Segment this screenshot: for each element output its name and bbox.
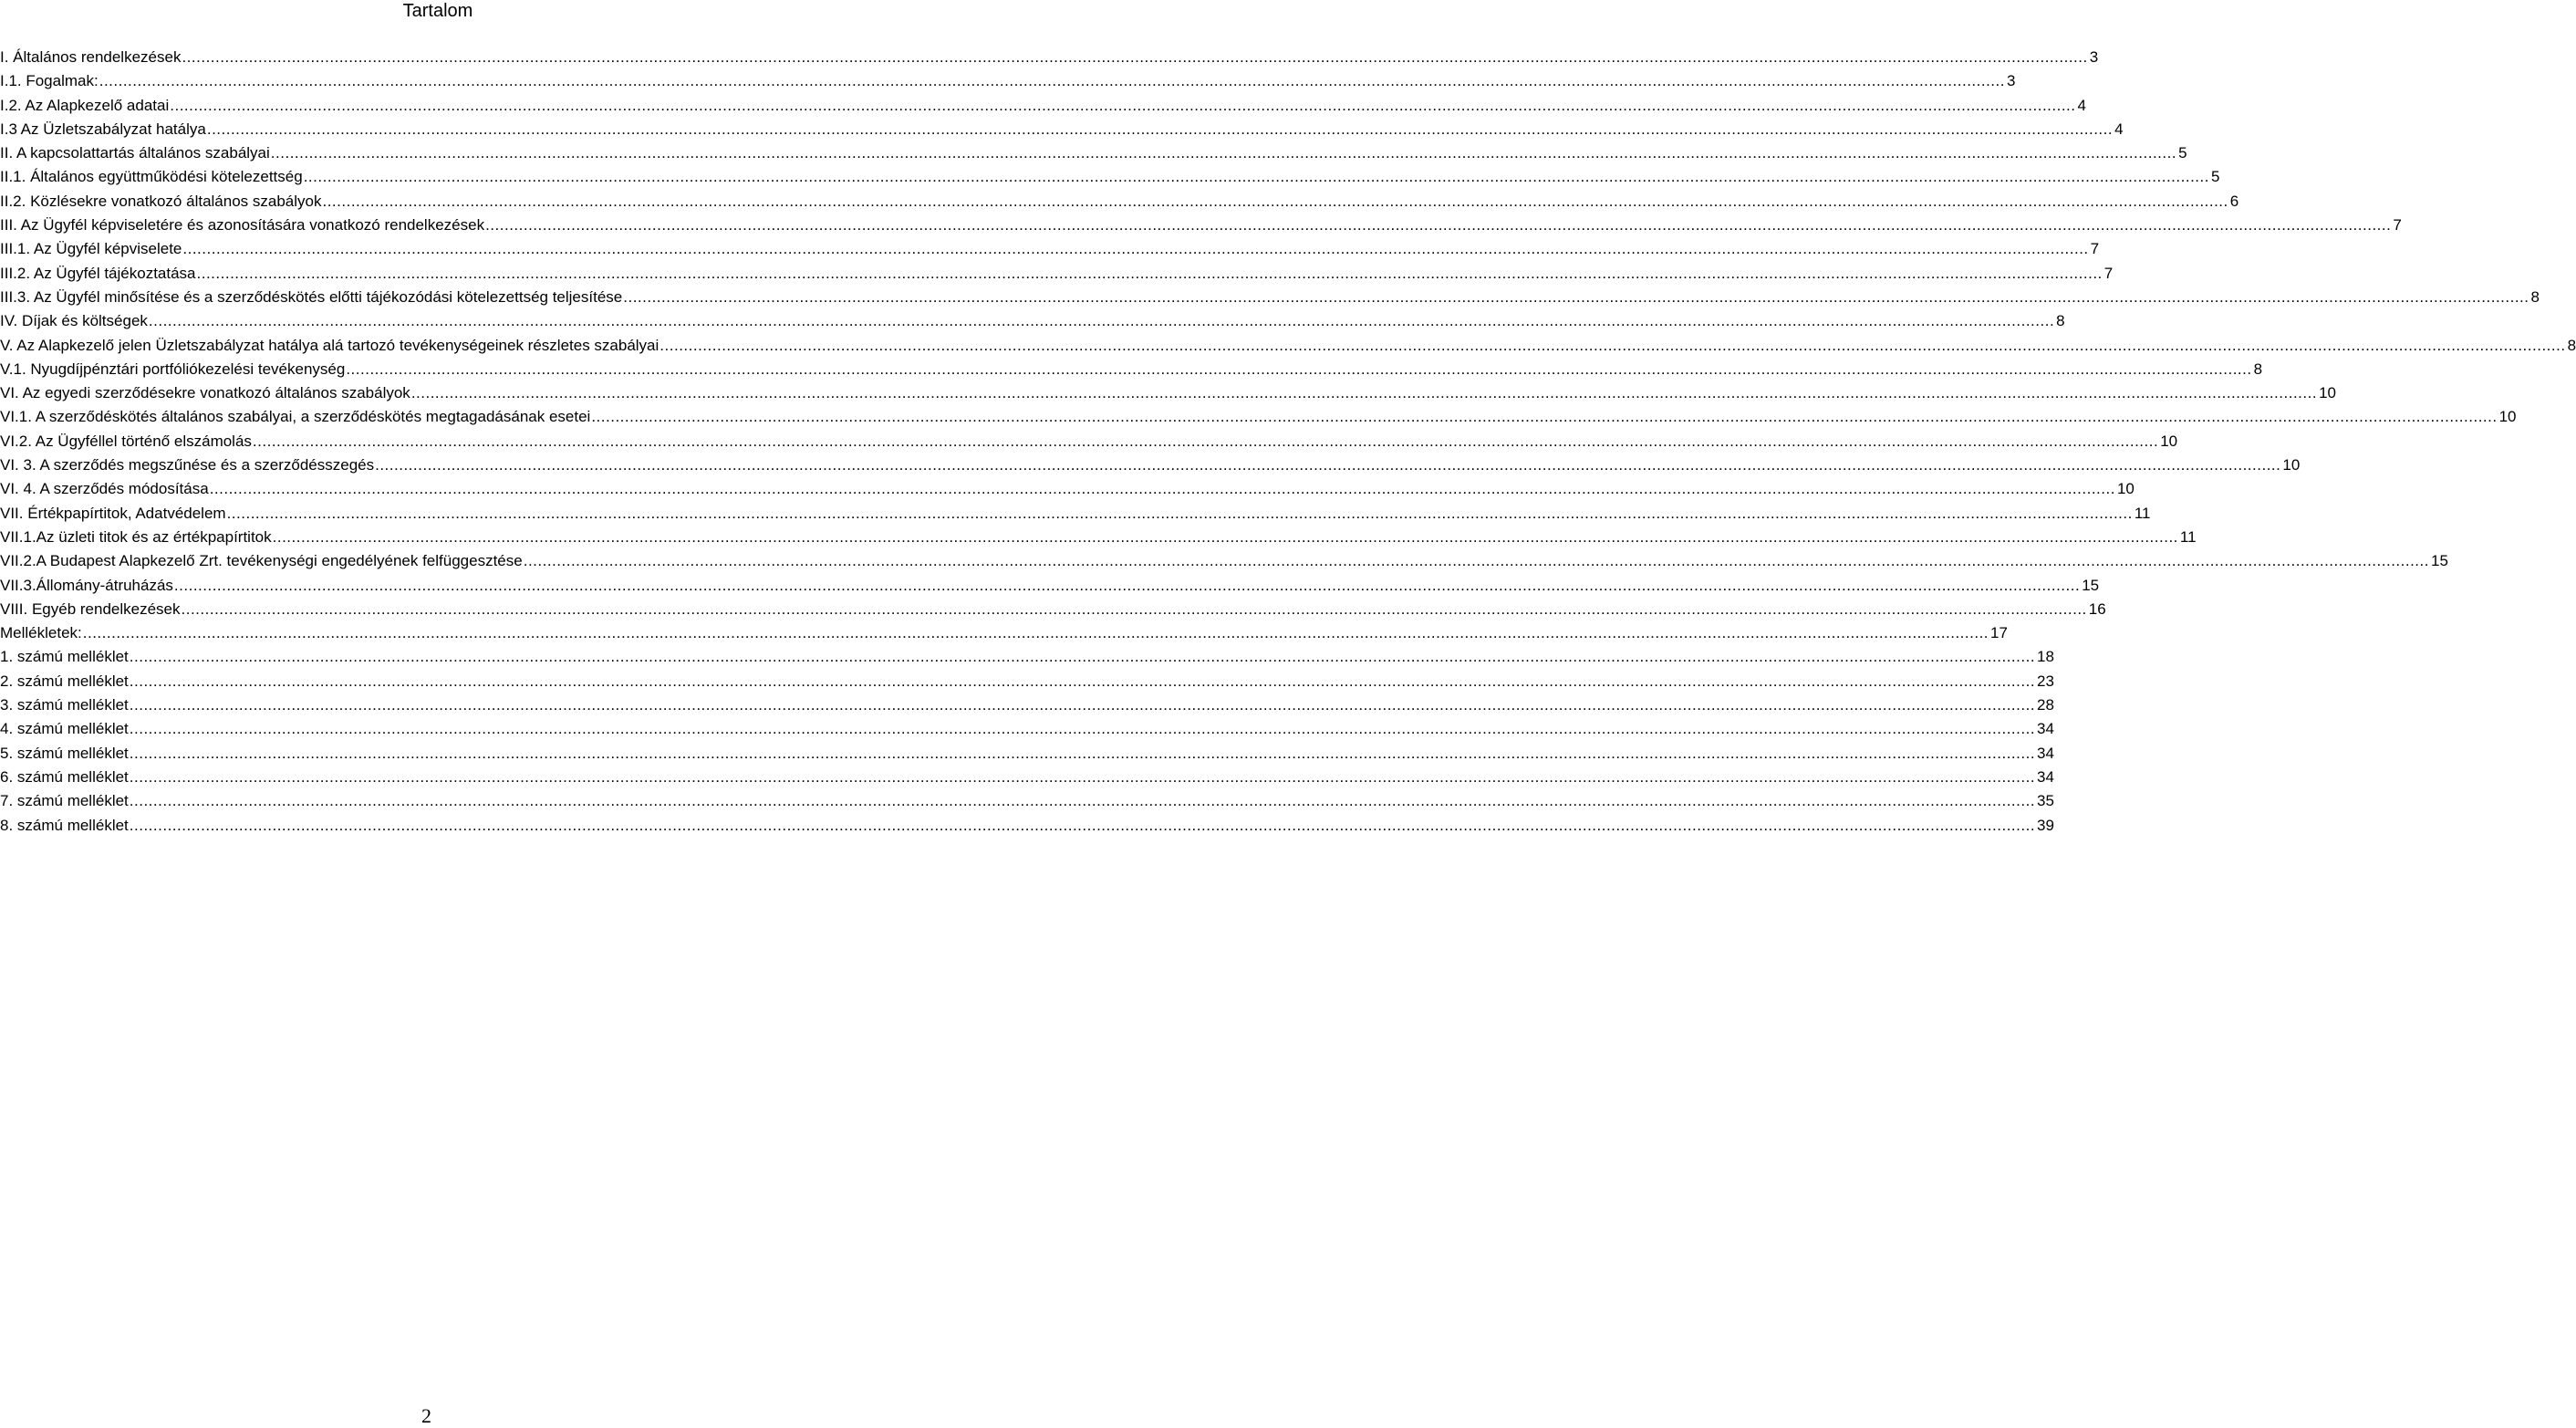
toc-entry-label[interactable]: 5. számú melléklet <box>0 744 129 762</box>
dot-leader: ................................................................................................................................................................................................................................................................................................................................................................................................................ <box>170 96 2076 114</box>
dot-leader: ................................................................................................................................................................................................................................................................................................................................................................................................................ <box>148 312 2055 330</box>
toc-entry-label[interactable]: III.2. Az Ügyfél tájékoztatása <box>0 264 196 282</box>
toc-entry-label[interactable]: 4. számú melléklet <box>0 720 129 738</box>
page-number: 2 <box>421 1404 431 1427</box>
toc-entry-label[interactable]: VI. Az egyedi szerződésekre vonatkozó általános szabályok <box>0 384 410 402</box>
toc-entry-page-number[interactable]: 34 <box>2037 744 2054 762</box>
dot-leader: ................................................................................................................................................................................................................................................................................................................................................................................................................ <box>252 432 2159 450</box>
toc-entry[interactable] <box>0 431 2178 454</box>
toc-entry-page-number[interactable]: 18 <box>2037 648 2054 666</box>
toc-entry-label[interactable]: 1. számú melléklet <box>0 648 129 666</box>
dot-leader: ................................................................................................................................................................................................................................................................................................................................................................................................................ <box>129 816 2036 834</box>
dot-leader: ................................................................................................................................................................................................................................................................................................................................................................................................................ <box>129 744 2036 762</box>
dot-leader: ................................................................................................................................................................................................................................................................................................................................................................................................................ <box>182 48 2088 66</box>
toc-entry-page-number[interactable]: 28 <box>2037 696 2054 714</box>
dot-leader: ................................................................................................................................................................................................................................................................................................................................................................................................................ <box>182 240 2089 258</box>
toc-entry[interactable] <box>0 359 2263 382</box>
toc-entry-label[interactable]: VI.2. Az Ügyféllel történő elszámolás <box>0 432 252 450</box>
toc-entry[interactable] <box>0 743 2054 766</box>
dot-leader: ................................................................................................................................................................................................................................................................................................................................................................................................................ <box>129 767 2036 786</box>
dot-leader: ................................................................................................................................................................................................................................................................................................................................................................................................................ <box>410 384 2318 402</box>
toc-entry[interactable] <box>0 95 2086 119</box>
dot-leader: ................................................................................................................................................................................................................................................................................................................................................................................................................ <box>129 792 2036 810</box>
dot-leader: ................................................................................................................................................................................................................................................................................................................................................................................................................ <box>226 504 2133 522</box>
toc-entry[interactable] <box>0 766 2054 790</box>
toc-entry-page-number[interactable]: 5 <box>2178 144 2187 162</box>
dot-leader: ................................................................................................................................................................................................................................................................................................................................................................................................................ <box>623 287 2529 306</box>
toc-entry-label[interactable]: II.1. Általános együttműködési kötelezettség <box>0 168 303 186</box>
toc-entry-page-number[interactable]: 3 <box>2006 72 2016 90</box>
dot-leader: ................................................................................................................................................................................................................................................................................................................................................................................................................ <box>181 599 2087 618</box>
toc-entry-page-number[interactable]: 7 <box>2103 264 2114 282</box>
toc-entry[interactable] <box>0 550 2448 574</box>
toc-entry-page-number[interactable]: 10 <box>2160 432 2178 450</box>
toc-entry[interactable] <box>0 503 2151 526</box>
toc-entry-page-number[interactable]: 17 <box>1990 624 2008 642</box>
toc-entry[interactable] <box>0 454 2301 478</box>
dot-leader: ................................................................................................................................................................................................................................................................................................................................................................................................................ <box>129 648 2036 666</box>
toc-entry-page-number[interactable]: 5 <box>2210 168 2220 186</box>
toc-entry[interactable] <box>0 694 2054 718</box>
dot-leader: ................................................................................................................................................................................................................................................................................................................................................................................................................ <box>99 72 2005 90</box>
toc-entry-label[interactable]: VIII. Egyéb rendelkezések <box>0 599 181 618</box>
toc-entry[interactable] <box>0 47 2099 70</box>
toc-entry-page-number[interactable]: 8 <box>2253 360 2263 378</box>
toc-entry-label[interactable]: VII.2.A Budapest Alapkezelő Zrt. tevékenységi engedélyének felfüggesztése <box>0 552 523 570</box>
dot-leader: ................................................................................................................................................................................................................................................................................................................................................................................................................ <box>322 192 2228 210</box>
toc-entry-page-number[interactable]: 8 <box>2056 312 2065 330</box>
table-of-contents <box>0 47 2576 839</box>
dot-leader: ................................................................................................................................................................................................................................................................................................................................................................................................................ <box>660 336 2566 354</box>
toc-entry-label[interactable]: VII.1.Az üzleti titok és az értékpapírtitok <box>0 527 272 546</box>
toc-entry-label[interactable]: 8. számú melléklet <box>0 816 129 834</box>
toc-entry[interactable] <box>0 335 2576 359</box>
toc-entry-page-number[interactable]: 7 <box>2090 240 2100 258</box>
toc-entry-page-number[interactable]: 6 <box>2229 192 2239 210</box>
dot-leader: ................................................................................................................................................................................................................................................................................................................................................................................................................ <box>375 456 2281 474</box>
toc-entry-page-number[interactable]: 10 <box>2498 408 2517 426</box>
toc-entry-label[interactable]: VI. 3. A szerződés megszűnése és a szerződésszegés <box>0 456 375 474</box>
toc-entry-label[interactable]: III.1. Az Ügyfél képviselete <box>0 240 182 258</box>
dot-leader: ................................................................................................................................................................................................................................................................................................................................................................................................................ <box>206 120 2114 138</box>
toc-entry-label[interactable]: 3. számú melléklet <box>0 696 129 714</box>
dot-leader: ................................................................................................................................................................................................................................................................................................................................................................................................................ <box>346 360 2252 378</box>
toc-entry[interactable] <box>0 526 2197 550</box>
toc-entry-page-number[interactable]: 34 <box>2037 720 2054 738</box>
toc-entry-label[interactable]: I.3 Az Üzletszabályzat hatálya <box>0 120 206 138</box>
toc-entry-label[interactable]: VI. 4. A szerződés módosítása <box>0 480 209 498</box>
toc-entry-label[interactable]: Mellékletek: <box>0 624 82 642</box>
toc-entry-label[interactable]: I.1. Fogalmak: <box>0 72 99 90</box>
dot-leader: ................................................................................................................................................................................................................................................................................................................................................................................................................ <box>82 624 1989 642</box>
toc-entry-label[interactable]: 6. számú melléklet <box>0 767 129 786</box>
dot-leader: ................................................................................................................................................................................................................................................................................................................................................................................................................ <box>523 552 2429 570</box>
toc-entry-label[interactable]: 2. számú melléklet <box>0 672 129 690</box>
toc-entry-page-number[interactable]: 16 <box>2088 599 2106 618</box>
toc-entry[interactable] <box>0 70 2016 94</box>
toc-entry-label[interactable]: V. Az Alapkezelő jelen Üzletszabályzat hatálya alá tartozó tevékenységeinek részletes szabályai <box>0 336 660 354</box>
toc-entry-label[interactable]: I. Általános rendelkezések <box>0 48 182 66</box>
toc-entry[interactable] <box>0 382 2336 406</box>
toc-entry-page-number[interactable]: 7 <box>2393 216 2402 235</box>
toc-entry-page-number[interactable]: 11 <box>2134 504 2151 522</box>
toc-entry[interactable] <box>0 310 2065 334</box>
toc-entry-page-number[interactable]: 8 <box>2530 287 2540 306</box>
toc-entry[interactable] <box>0 815 2054 839</box>
toc-entry-label[interactable]: IV. Díjak és költségek <box>0 312 148 330</box>
toc-title: Tartalom <box>402 1 473 21</box>
dot-leader: ................................................................................................................................................................................................................................................................................................................................................................................................................ <box>196 264 2103 282</box>
toc-entry[interactable] <box>0 646 2054 670</box>
toc-entry-page-number[interactable]: 10 <box>2282 456 2301 474</box>
dot-leader: ................................................................................................................................................................................................................................................................................................................................................................................................................ <box>485 216 2392 235</box>
toc-entry-page-number[interactable]: 3 <box>2089 48 2099 66</box>
toc-entry-page-number[interactable]: 15 <box>2430 552 2448 570</box>
toc-entry[interactable] <box>0 622 2008 646</box>
toc-entry[interactable] <box>0 263 2114 287</box>
toc-entry-page-number[interactable]: 15 <box>2082 576 2100 594</box>
toc-entry-label[interactable]: VI.1. A szerződéskötés általános szabályai, a szerződéskötés megtagadásának esetei <box>0 408 591 426</box>
toc-entry-page-number[interactable]: 10 <box>2319 384 2336 402</box>
toc-entry-page-number[interactable]: 35 <box>2037 792 2054 810</box>
toc-entry[interactable] <box>0 191 2239 214</box>
dot-leader: ................................................................................................................................................................................................................................................................................................................................................................................................................ <box>591 408 2498 426</box>
dot-leader: ................................................................................................................................................................................................................................................................................................................................................................................................................ <box>129 696 2036 714</box>
dot-leader: ................................................................................................................................................................................................................................................................................................................................................................................................................ <box>270 144 2177 162</box>
toc-entry[interactable] <box>0 790 2054 814</box>
toc-entry[interactable] <box>0 478 2135 502</box>
toc-entry-page-number[interactable]: 4 <box>2077 96 2086 114</box>
toc-entry[interactable] <box>0 119 2124 142</box>
toc-entry-label[interactable]: II. A kapcsolattartás általános szabályai <box>0 144 270 162</box>
toc-entry[interactable] <box>0 287 2540 310</box>
toc-entry-label[interactable]: 7. számú melléklet <box>0 792 129 810</box>
toc-entry-page-number[interactable]: 11 <box>2179 527 2197 546</box>
toc-entry-page-number[interactable]: 4 <box>2114 120 2124 138</box>
toc-entry[interactable] <box>0 166 2220 190</box>
toc-entry[interactable] <box>0 599 2106 622</box>
dot-leader: ................................................................................................................................................................................................................................................................................................................................................................................................................ <box>129 672 2036 690</box>
toc-entry[interactable] <box>0 142 2187 166</box>
toc-entry-page-number[interactable]: 39 <box>2037 816 2054 834</box>
toc-entry-label[interactable]: I.2. Az Alapkezelő adatai <box>0 96 170 114</box>
toc-entry-page-number[interactable]: 8 <box>2567 336 2576 354</box>
toc-entry[interactable] <box>0 718 2054 742</box>
toc-entry-label[interactable]: II.2. Közlésekre vonatkozó általános szabályok <box>0 192 322 210</box>
dot-leader: ................................................................................................................................................................................................................................................................................................................................................................................................................ <box>272 527 2178 546</box>
toc-entry[interactable] <box>0 671 2054 694</box>
dot-leader: ................................................................................................................................................................................................................................................................................................................................................................................................................ <box>173 576 2081 594</box>
dot-leader: ................................................................................................................................................................................................................................................................................................................................................................................................................ <box>129 720 2036 738</box>
toc-entry-page-number[interactable]: 10 <box>2116 480 2135 498</box>
toc-entry-page-number[interactable]: 23 <box>2037 672 2054 690</box>
dot-leader: ................................................................................................................................................................................................................................................................................................................................................................................................................ <box>303 168 2209 186</box>
toc-entry-page-number[interactable]: 34 <box>2037 767 2054 786</box>
toc-entry-label[interactable]: VII. Értékpapírtitok, Adatvédelem <box>0 504 226 522</box>
toc-entry-label[interactable]: III. Az Ügyfél képviseletére és azonosítására vonatkozó rendelkezések <box>0 216 485 235</box>
toc-entry[interactable] <box>0 575 2100 599</box>
toc-entry-label[interactable]: V.1. Nyugdíjpénztári portfóliókezelési tevékenység <box>0 360 346 378</box>
toc-entry[interactable] <box>0 214 2402 238</box>
dot-leader: ................................................................................................................................................................................................................................................................................................................................................................................................................ <box>209 480 2115 498</box>
toc-entry-label[interactable]: VII.3.Állomány-átruházás <box>0 576 173 594</box>
toc-entry[interactable] <box>0 406 2517 430</box>
toc-entry-label[interactable]: III.3. Az Ügyfél minősítése és a szerződéskötés előtti tájékozódási kötelezettség teljesítése <box>0 287 623 306</box>
toc-entry[interactable] <box>0 238 2100 262</box>
